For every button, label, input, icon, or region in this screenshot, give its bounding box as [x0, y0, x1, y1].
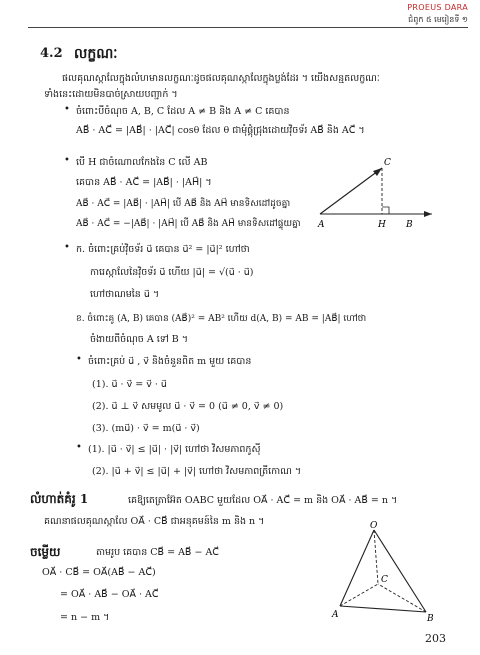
header-rule	[28, 27, 468, 28]
example-label: លំហាត់គំរូ 1	[30, 492, 89, 506]
page-number: 203	[425, 632, 446, 645]
intro-line-2: ទាំងនេះដោយមិនបាច់ស្រាយបញ្ជាក់ ។	[44, 89, 178, 100]
fig1-label-a: A	[318, 220, 325, 230]
example-line-2: គណនាផលគុណស្កាលែ OA⃗ · CB⃗ ជាអនុគមន៍នៃ m និង n ។	[44, 516, 265, 527]
item-b2-line1: បើ H ជាចំណោលកែងនៃ C លើ AB	[76, 157, 208, 168]
item-k-line2: ការេស្កាលែនៃវ៉ិចទ័រ u⃗ ហើយ |u⃗| = √(u⃗ · u⃗)	[90, 267, 254, 278]
fig2-label-c: C	[381, 575, 388, 585]
item-b1-line2: AB⃗ · AC⃗ = |AB⃗| · |AC⃗| cosθ ដែល θ ជាមុំផ្គុំជ្រុងដោយវ៉ិចទ័រ AB⃗ និង AC⃗ ។	[76, 125, 365, 136]
section-title: លក្ខណៈ	[74, 46, 118, 62]
intro-line-1: ផលគុណស្កាលែក្នុងលំហមានលក្ខណៈដូចផលគុណស្កាលែក្នុងប្លង់ដែរ ។ យើងសន្មតលក្ខណៈ	[62, 73, 380, 84]
tetrahedron-figure	[326, 520, 444, 626]
solution-label: ចម្លើយ	[30, 545, 61, 559]
fig2-label-a: A	[332, 610, 339, 620]
projection-figure	[316, 154, 436, 230]
example-line-1: គេឱ្យតេត្រាអ៊ែត OABC មួយដែល OA⃗ · AC⃗ = m និង OA⃗ · AB⃗ = n ។	[128, 495, 398, 506]
property-2: (2). u⃗ ⊥ v⃗ សមមូល u⃗ · v⃗ = 0 (u⃗ ≠ 0, v⃗ ≠ 0)	[92, 401, 284, 412]
inequality-1: (1). |u⃗ · v⃗| ≤ |u⃗| · |v⃗| ហៅថា វិសមភាពកូស៊ី	[88, 444, 261, 455]
item-kh-line1: ខ. ចំពោះគូ (A, B) គេបាន (AB⃗)² = AB² ហើយ d(A, B) = AB = |AB⃗| ហៅថា	[76, 314, 367, 324]
bullet-dot: •	[76, 354, 82, 365]
bullet-dot: •	[64, 155, 70, 166]
solution-line-4: = n − m ។	[60, 612, 110, 623]
brand-label: PROEUS DARA	[407, 3, 468, 12]
property-3: (3). (mu⃗) · v⃗ = m(u⃗ · v⃗)	[92, 423, 200, 434]
fig1-label-c: C	[384, 158, 391, 168]
fig1-label-b: B	[406, 220, 413, 230]
solution-line-3: = OA⃗ · AB⃗ − OA⃗ · AC⃗	[60, 589, 159, 600]
fig2-label-o: O	[370, 521, 378, 531]
solution-line-2: OA⃗ · CB⃗ = OA⃗(AB⃗ − AC⃗)	[42, 567, 156, 578]
item-b2-line2: គេបាន AB⃗ · AC⃗ = |AB⃗| · |AH⃗| ។	[76, 177, 212, 188]
item-k-line1: ក. ចំពោះគ្រប់វ៉ិចទ័រ u⃗ គេបាន u⃗² = |u⃗|² ហៅថា	[76, 244, 250, 255]
bullet-dot: •	[64, 104, 70, 115]
fig2-label-b: B	[427, 614, 434, 624]
item-b2-line4: AB⃗ · AC⃗ = −|AB⃗| · |AH⃗| បើ AB⃗ និង AH⃗ មានទិសដៅផ្ទុយគ្នា	[76, 219, 301, 229]
property-1: (1). u⃗ · v⃗ = v⃗ · u⃗	[92, 379, 167, 390]
item-k-line3: ហៅថាណមនៃ u⃗ ។	[90, 289, 160, 300]
item-b1-line1: ចំពោះបីចំណុច A, B, C ដែល A ≠ B និង A ≠ C គេបាន	[76, 106, 290, 117]
bullet-dot: •	[76, 442, 82, 453]
item-kh-line2: ចំងាយពីចំណុច A ទៅ B ។	[90, 334, 189, 345]
inequality-2: (2). |u⃗ + v⃗| ≤ |u⃗| + |v⃗| ហៅថា វិសមភាពត្រីកោណ ។	[92, 466, 302, 477]
section-number: 4.2	[40, 46, 63, 61]
running-head: ជំពូក ៥ មេរៀនទី ១	[408, 15, 468, 24]
bullet-dot: •	[64, 242, 70, 253]
item-b3-line1: ចំពោះគ្រប់ u⃗ , v⃗ និងចំនួនពិត m មួយ គេបាន	[88, 356, 252, 367]
solution-line-1: តាមរូប គេបាន CB⃗ = AB⃗ − AC⃗	[96, 547, 219, 558]
item-b2-line3: AB⃗ · AC⃗ = |AB⃗| · |AH⃗| បើ AB⃗ និង AH⃗ មានទិសដៅដូចគ្នា	[76, 199, 291, 209]
fig1-label-h: H	[378, 220, 386, 230]
